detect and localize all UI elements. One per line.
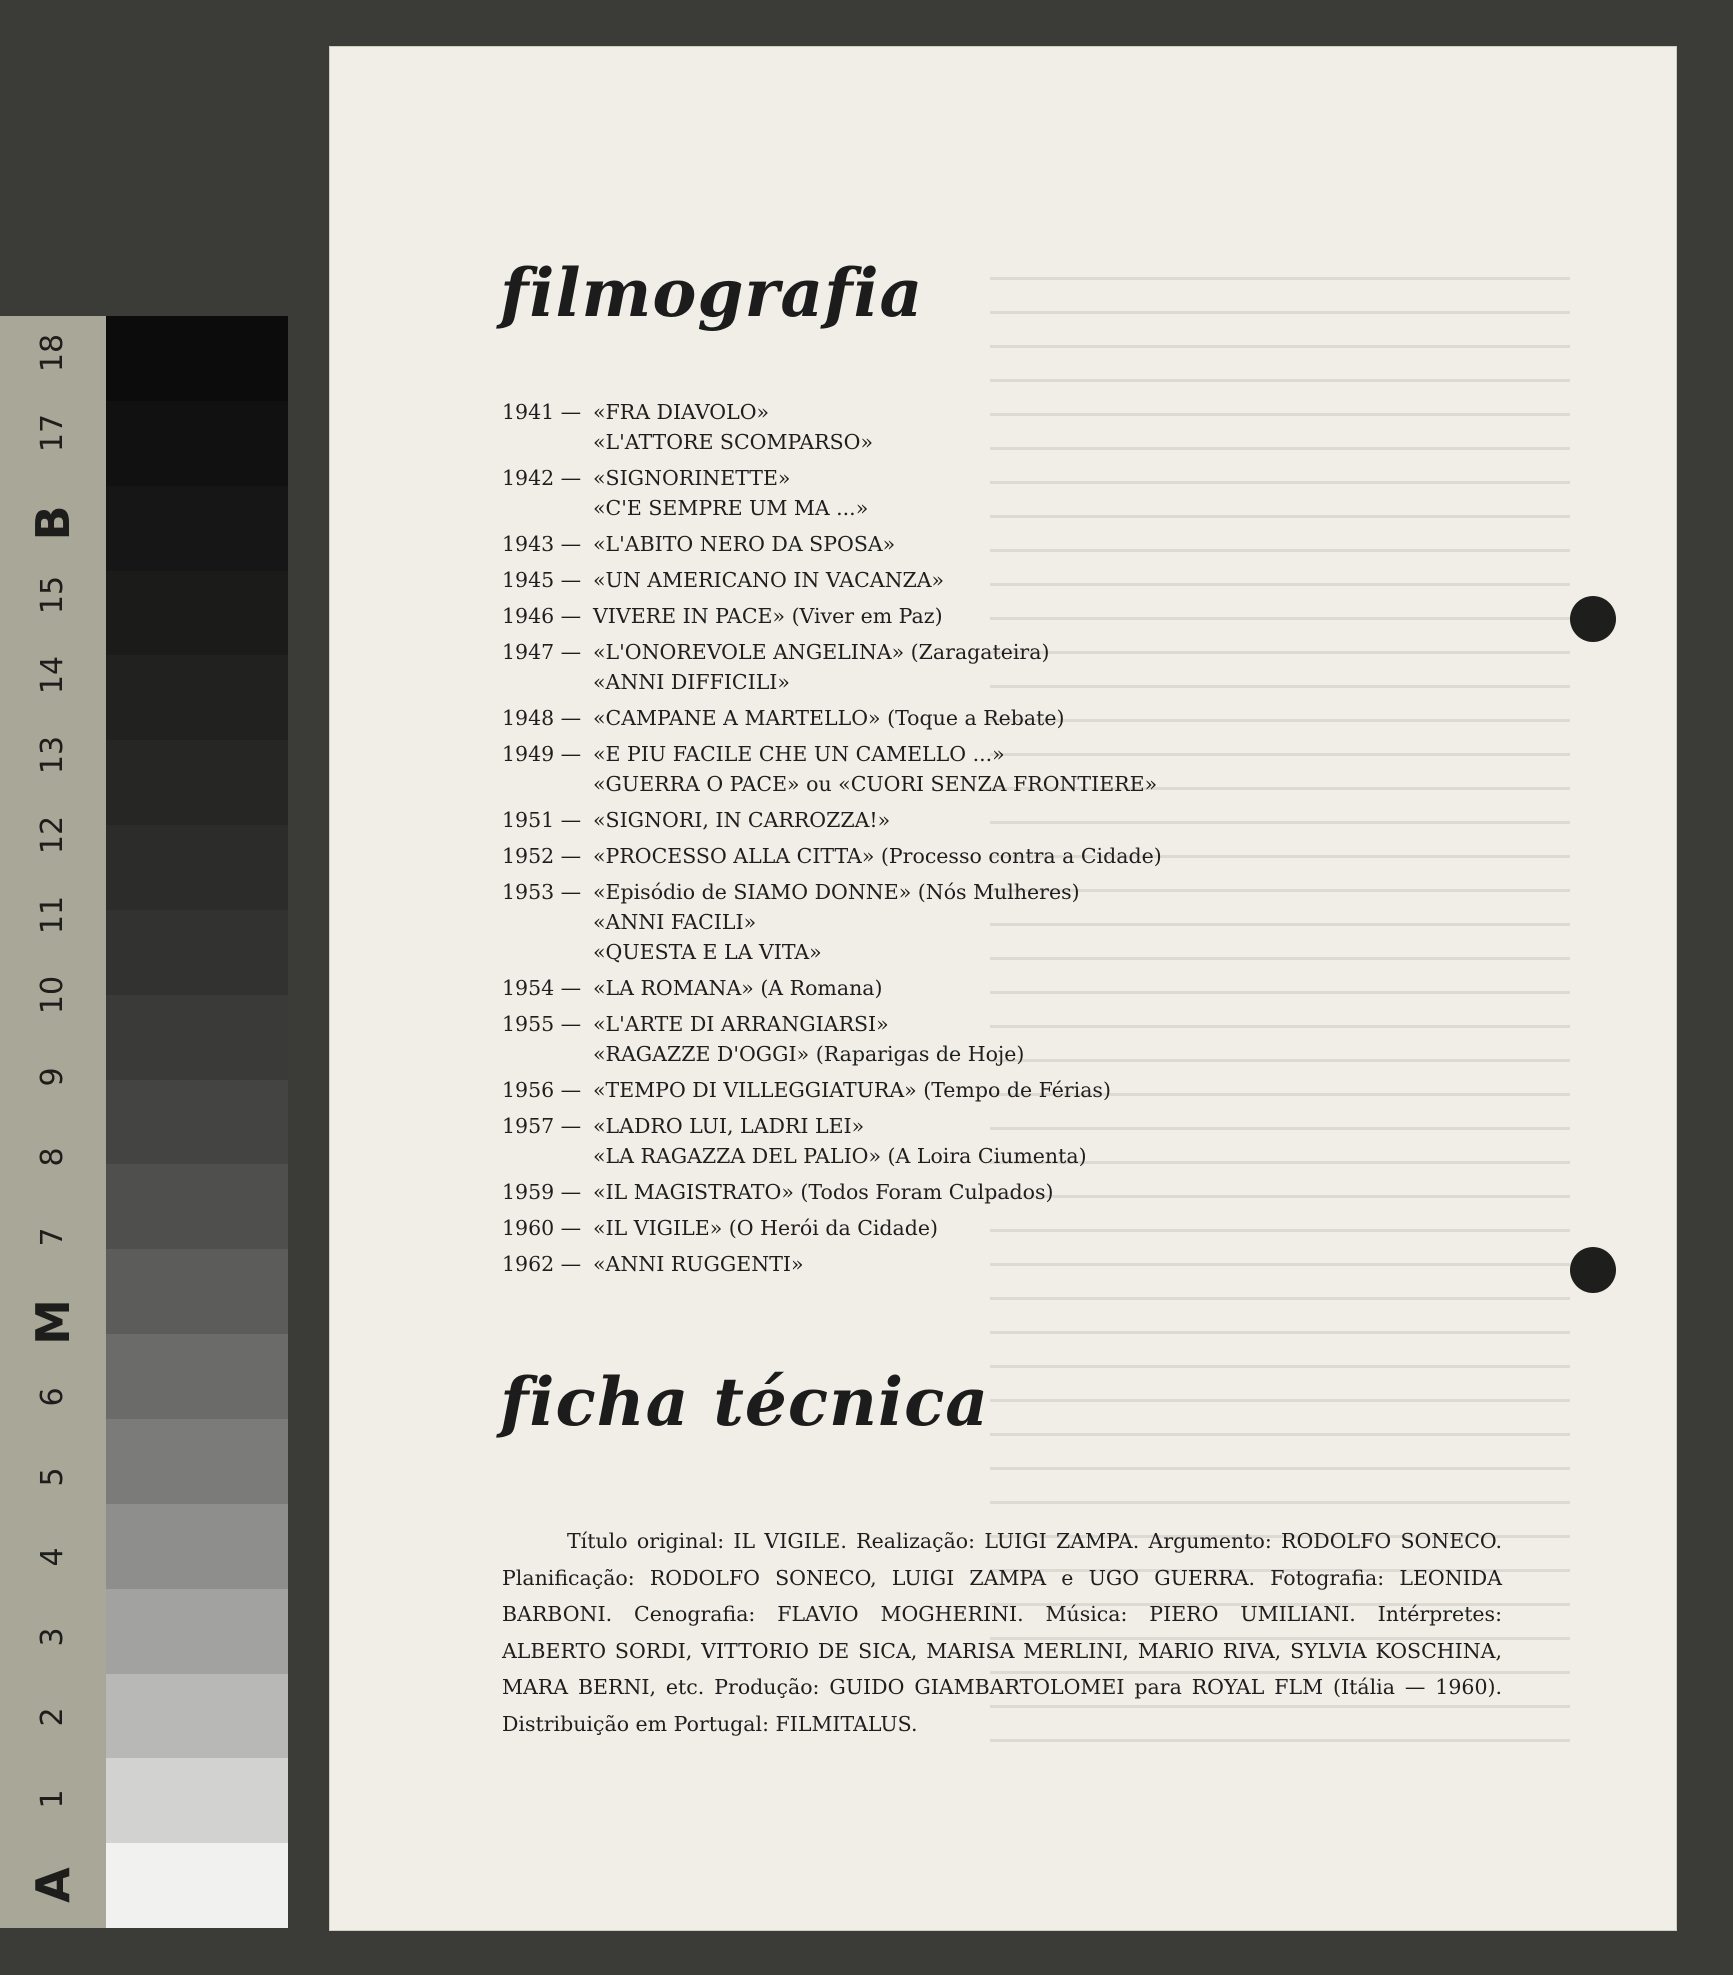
film-entry xyxy=(502,1111,1162,1171)
gray-swatch xyxy=(106,486,288,571)
ruler-number: 6 xyxy=(35,1387,70,1407)
filmography-list xyxy=(502,397,1162,1285)
film-title: «CAMPANE A MARTELLO» (Toque a Rebate) xyxy=(593,706,1065,730)
punch-hole-top xyxy=(1570,596,1616,642)
film-year: 1956 — xyxy=(502,1078,582,1102)
film-title: «LA RAGAZZA DEL PALIO» (A Loira Ciumenta) xyxy=(593,1144,1087,1168)
film-line xyxy=(502,1009,1162,1039)
film-entry xyxy=(502,1249,1162,1279)
film-entry xyxy=(502,841,1162,871)
film-title: «UN AMERICANO IN VACANZA» xyxy=(593,568,945,592)
film-line xyxy=(502,601,1162,631)
film-line xyxy=(502,973,1162,1003)
film-title: «PROCESSO ALLA CITTA» (Processo contra a Cidade) xyxy=(593,844,1162,868)
ruler-number: 13 xyxy=(35,735,70,775)
film-line xyxy=(502,493,1162,523)
gray-swatch xyxy=(106,1504,288,1589)
film-title: «E PIU FACILE CHE UN CAMELLO ...» xyxy=(593,742,1005,766)
film-year: 1948 — xyxy=(502,706,582,730)
film-title: «ANNI DIFFICILI» xyxy=(593,670,790,694)
film-entry xyxy=(502,1177,1162,1207)
film-entry xyxy=(502,877,1162,967)
film-entry xyxy=(502,739,1162,799)
film-entry xyxy=(502,1009,1162,1069)
film-line xyxy=(502,1111,1162,1141)
ruler-number: 8 xyxy=(35,1147,70,1167)
film-title: «L'ATTORE SCOMPARSO» xyxy=(593,430,873,454)
ruler-number: 15 xyxy=(35,575,70,615)
film-year: 1943 — xyxy=(502,532,582,556)
film-line xyxy=(502,907,1162,937)
film-line xyxy=(502,703,1162,733)
gray-swatch xyxy=(106,1843,288,1928)
film-line xyxy=(502,1141,1162,1171)
film-year: 1945 — xyxy=(502,568,582,592)
film-entry xyxy=(502,1213,1162,1243)
film-title: «RAGAZZE D'OGGI» (Raparigas de Hoje) xyxy=(593,1042,1025,1066)
film-title: «IL VIGILE» (O Herói da Cidade) xyxy=(593,1216,939,1240)
ruler-letter-m: M xyxy=(26,1299,80,1345)
scale-ruler xyxy=(0,316,106,1928)
ruler-number: 12 xyxy=(35,815,70,855)
gray-swatch xyxy=(106,1419,288,1504)
film-line xyxy=(502,739,1162,769)
film-line xyxy=(502,1213,1162,1243)
technical-credits: Título original: IL VIGILE. Realização: LUIGI ZAMPA. Argumento: RODOLFO SONECO. Planificação: RODOLFO SONECO, LUIGI ZAMPA e UGO GUERRA. Fotografia: LEONIDA BARBONI. Cenografia: FLAVIO MOGHERINI. Música: PIERO UMILIANI. Intérpretes: ALBERTO SORDI, VITTORIO DE SICA, MARISA MERLINI, MARIO RIVA, SYLVIA KOSCHINA, MARA BERNI, etc. Produção: GUIDO GIAMBARTOLOMEI para ROYAL FLM (Itália — 1960). Distribuição em Portugal: FILMITALUS. xyxy=(502,1529,1502,1736)
ruler-number: 5 xyxy=(35,1467,70,1487)
punch-hole-bottom xyxy=(1570,1247,1616,1293)
film-entry xyxy=(502,703,1162,733)
film-line xyxy=(502,565,1162,595)
film-year: 1962 — xyxy=(502,1252,582,1276)
ruler-number: 14 xyxy=(35,655,70,695)
film-title: «SIGNORINETTE» xyxy=(593,466,791,490)
film-line xyxy=(502,1177,1162,1207)
film-title: «LA ROMANA» (A Romana) xyxy=(593,976,883,1000)
gray-swatch xyxy=(106,910,288,995)
film-entry xyxy=(502,565,1162,595)
ruler-number: 11 xyxy=(35,895,70,935)
film-title: «SIGNORI, IN CARROZZA!» xyxy=(593,808,891,832)
gray-swatch xyxy=(106,1589,288,1674)
film-line xyxy=(502,427,1162,457)
ficha-tecnica-heading: ficha técnica xyxy=(500,1363,990,1441)
film-year: 1941 — xyxy=(502,400,582,424)
film-title: «Episódio de SIAMO DONNE» (Nós Mulheres) xyxy=(593,880,1080,904)
film-line xyxy=(502,877,1162,907)
ruler-number: 10 xyxy=(35,975,70,1015)
film-line xyxy=(502,1039,1162,1069)
film-year: 1960 — xyxy=(502,1216,582,1240)
film-title: «ANNI FACILI» xyxy=(593,910,757,934)
filmografia-heading: filmografia xyxy=(500,254,924,332)
film-entry xyxy=(502,529,1162,559)
film-line xyxy=(502,769,1162,799)
film-year: 1947 — xyxy=(502,640,582,664)
film-entry xyxy=(502,397,1162,457)
film-entry xyxy=(502,637,1162,697)
gray-swatch xyxy=(106,1080,288,1165)
ruler-number: 2 xyxy=(35,1707,70,1727)
gray-swatch xyxy=(106,1249,288,1334)
film-title: «C'E SEMPRE UM MA ...» xyxy=(593,496,869,520)
film-line xyxy=(502,1249,1162,1279)
ruler-number: 7 xyxy=(35,1227,70,1247)
document-page xyxy=(330,47,1676,1930)
film-year: 1951 — xyxy=(502,808,582,832)
film-year: 1954 — xyxy=(502,976,582,1000)
ruler-number: 18 xyxy=(35,333,70,373)
film-title: «L'ONOREVOLE ANGELINA» (Zaragateira) xyxy=(593,640,1050,664)
film-title: «IL MAGISTRATO» (Todos Foram Culpados) xyxy=(593,1180,1054,1204)
film-entry xyxy=(502,973,1162,1003)
film-line xyxy=(502,937,1162,967)
film-title: «L'ARTE DI ARRANGIARSI» xyxy=(593,1012,889,1036)
film-line xyxy=(502,529,1162,559)
color-calibration-strip xyxy=(0,316,288,1928)
film-year: 1955 — xyxy=(502,1012,582,1036)
film-line xyxy=(502,805,1162,835)
gray-swatch xyxy=(106,316,288,401)
gray-swatch xyxy=(106,1334,288,1419)
film-title: «FRA DIAVOLO» xyxy=(593,400,770,424)
film-entry xyxy=(502,1075,1162,1105)
film-year: 1946 — xyxy=(502,604,582,628)
film-line xyxy=(502,463,1162,493)
gray-swatch xyxy=(106,1674,288,1759)
ruler-number: 4 xyxy=(35,1547,70,1567)
ruler-number: 9 xyxy=(35,1067,70,1087)
ruler-letter-a: A xyxy=(26,1867,80,1903)
film-line xyxy=(502,667,1162,697)
gray-swatch xyxy=(106,1758,288,1843)
film-year: 1959 — xyxy=(502,1180,582,1204)
ruler-number: 3 xyxy=(35,1627,70,1647)
film-title: «LADRO LUI, LADRI LEI» xyxy=(593,1114,865,1138)
film-entry xyxy=(502,601,1162,631)
film-year: 1957 — xyxy=(502,1114,582,1138)
film-title: «TEMPO DI VILLEGGIATURA» (Tempo de Férias) xyxy=(593,1078,1111,1102)
film-year: 1942 — xyxy=(502,466,582,490)
gray-swatch xyxy=(106,1164,288,1249)
gray-swatch xyxy=(106,825,288,910)
film-year: 1953 — xyxy=(502,880,582,904)
film-line xyxy=(502,1075,1162,1105)
ruler-letter-b: B xyxy=(26,505,80,541)
film-entry xyxy=(502,463,1162,523)
gray-swatch xyxy=(106,740,288,825)
gray-swatches xyxy=(106,316,288,1928)
ruler-number: 17 xyxy=(35,413,70,453)
ruler-number: 1 xyxy=(35,1789,70,1809)
film-title: «L'ABITO NERO DA SPOSA» xyxy=(593,532,896,556)
film-entry xyxy=(502,805,1162,835)
film-title: «QUESTA E LA VITA» xyxy=(593,940,822,964)
film-line xyxy=(502,841,1162,871)
film-line xyxy=(502,397,1162,427)
film-title: «GUERRA O PACE» ou «CUORI SENZA FRONTIERE» xyxy=(593,772,1158,796)
film-line xyxy=(502,637,1162,667)
gray-swatch xyxy=(106,401,288,486)
gray-swatch xyxy=(106,655,288,740)
gray-swatch xyxy=(106,571,288,656)
gray-swatch xyxy=(106,995,288,1080)
film-year: 1949 — xyxy=(502,742,582,766)
film-year: 1952 — xyxy=(502,844,582,868)
film-title: VIVERE IN PACE» (Viver em Paz) xyxy=(593,604,943,628)
film-title: «ANNI RUGGENTI» xyxy=(593,1252,804,1276)
